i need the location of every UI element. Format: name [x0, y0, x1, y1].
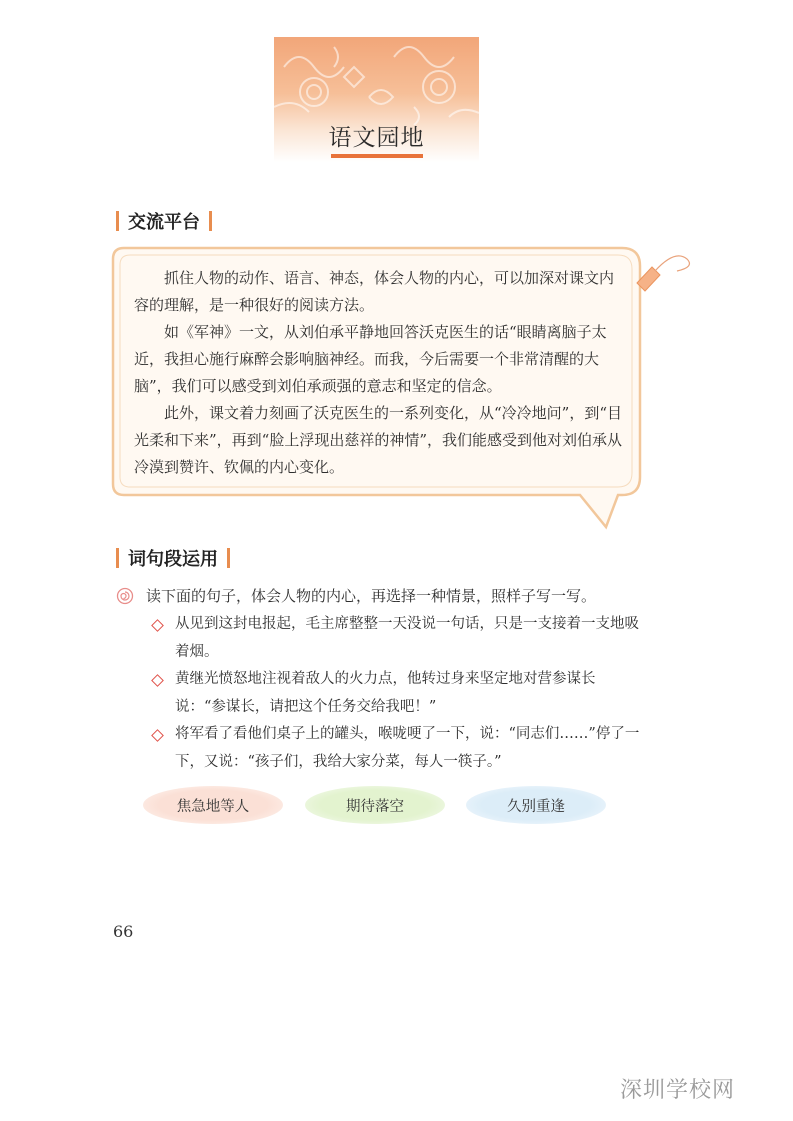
diamond-bullet-icon: [151, 674, 164, 687]
instruction-text: 读下面的句子，体会人物的内心，再选择一种情景，照样子写一写。: [146, 587, 597, 605]
header-bar-left: [116, 548, 119, 568]
page-number: 66: [113, 922, 134, 941]
example-sentences: [150, 611, 640, 776]
list-item: [150, 611, 640, 666]
header-bar-left: [116, 211, 119, 231]
sentence-text: 将军看了看他们桌子上的罐头，喉咙哽了一下，说：“同志们……”停了一下，又说：“孩子们，我给大家分菜，每人一筷子。”: [175, 726, 640, 770]
section-title: 交流平台: [128, 212, 200, 233]
option-pill-disappointed: 期待落空: [305, 786, 445, 824]
sentence-text: 从见到这封电报起，毛主席整整一天没说一句话，只是一支接着一支地吸着烟。: [175, 616, 639, 660]
paragraph-1: 抓住人物的动作、语言、神态，体会人物的内心，可以加深对课文内容的理解，是一种很好的阅读方法。: [134, 269, 615, 314]
paragraph-2: 如《军神》一文，从刘伯承平静地回答沃克医生的话“眼睛离脑子太近，我担心施行麻醉会影响脑神经。而我，今后需要一个非常清醒的大脑”，我们可以感受到刘伯承顽强的意志和坚定的信念。: [134, 323, 607, 395]
exercise-instruction: [116, 585, 596, 606]
header-bar-right: [227, 548, 230, 568]
option-pill-reunion: 久别重逢: [466, 786, 606, 824]
exchange-paragraphs: [134, 265, 626, 481]
tag-charm-icon: [637, 256, 689, 291]
list-item: [150, 721, 640, 776]
paragraph-3: 此外，课文着力刻画了沃克医生的一系列变化，从“冷冷地问”，到“目光柔和下来”，再到“脸上浮现出慈祥的神情”，我们能感受到他对刘伯承从冷漠到赞许、钦佩的内心变化。: [134, 404, 623, 476]
chapter-title: 语文园地: [328, 125, 425, 151]
section-title: 词句段运用: [128, 549, 218, 570]
watermark: 深圳学校网: [620, 1078, 736, 1103]
sentence-text: 黄继光愤怒地注视着敌人的火力点，他转过身来坚定地对营参谋长说：“参谋长，请把这个任务交给我吧！”: [175, 671, 596, 715]
section-header-usage: [116, 545, 230, 571]
header-bar-right: [209, 211, 212, 231]
diamond-bullet-icon: [151, 619, 164, 632]
chapter-banner: [274, 37, 479, 162]
list-item: [150, 666, 640, 721]
option-pill-waiting: 焦急地等人: [143, 786, 283, 824]
spiral-icon: [116, 587, 134, 605]
section-header-exchange: [116, 208, 212, 234]
title-underline: [331, 154, 423, 158]
diamond-bullet-icon: [151, 729, 164, 742]
